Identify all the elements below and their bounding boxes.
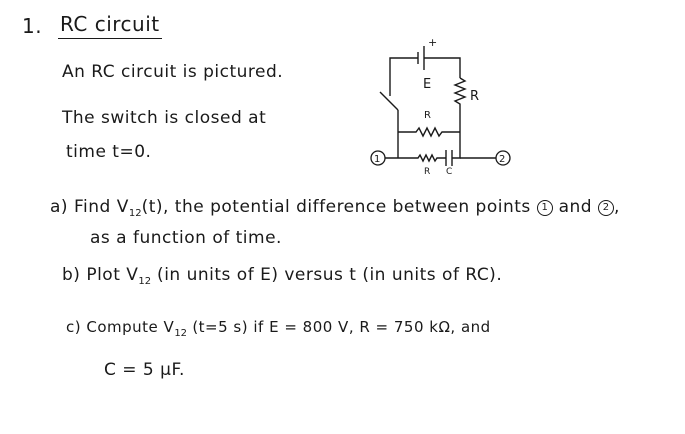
intro-line-3: time t=0. xyxy=(66,142,152,162)
question-b-v-subscript: 12 xyxy=(138,276,152,287)
question-b-rest: (in units of E) versus t (in units of RC). xyxy=(151,265,503,285)
problem-number: 1. xyxy=(22,14,43,38)
emf-label: E xyxy=(423,77,432,92)
question-c-line-1 xyxy=(66,318,491,339)
point-1-marker: 1 xyxy=(537,200,553,216)
question-c-rest: (t=5 s) if E = 800 V, R = 750 kΩ, and xyxy=(187,318,491,336)
node-2-label: 2 xyxy=(499,154,506,165)
switch-blade xyxy=(380,92,398,110)
top-left-wire xyxy=(390,58,418,66)
capacitor-label: C xyxy=(446,167,453,176)
question-a-v-subscript: 12 xyxy=(128,208,142,219)
question-a-line-2: as a function of time. xyxy=(90,228,282,248)
problem-title: RC circuit xyxy=(60,12,160,36)
question-b-prefix: b) Plot xyxy=(62,265,127,285)
question-a-middle: (t), the potential difference between points xyxy=(141,197,537,217)
title-underline xyxy=(58,38,162,39)
right-resistor-label: R xyxy=(470,89,480,104)
question-a-line-1 xyxy=(50,197,620,219)
question-c-v-symbol: V xyxy=(163,318,175,336)
node-1-label: 1 xyxy=(374,154,381,165)
question-a-v-symbol: V xyxy=(116,197,129,217)
question-c-prefix: c) Compute xyxy=(66,318,164,336)
middle-resistor-label: R xyxy=(424,110,431,121)
intro-line-2: The switch is closed at xyxy=(62,108,267,128)
bottom-resistor-label: R xyxy=(424,167,431,176)
point-2-marker: 2 xyxy=(598,200,614,216)
intro-line-1: An RC circuit is pictured. xyxy=(62,62,284,82)
question-c-line-2: C = 5 μF. xyxy=(104,360,185,380)
middle-resistor xyxy=(398,128,460,136)
question-a-end: , xyxy=(613,197,620,217)
question-a-prefix: a) Find xyxy=(50,197,117,217)
right-resistor xyxy=(455,78,465,132)
bottom-resistor xyxy=(385,155,446,161)
rc-circuit-diagram xyxy=(360,36,520,176)
question-a-and: and xyxy=(552,197,598,217)
right-wire-lower xyxy=(452,132,460,158)
question-b xyxy=(62,265,502,287)
question-b-v-symbol: V xyxy=(126,265,139,285)
battery-plus-label: + xyxy=(428,36,438,49)
question-c-v-subscript: 12 xyxy=(174,328,188,339)
top-right-wire xyxy=(424,58,460,78)
